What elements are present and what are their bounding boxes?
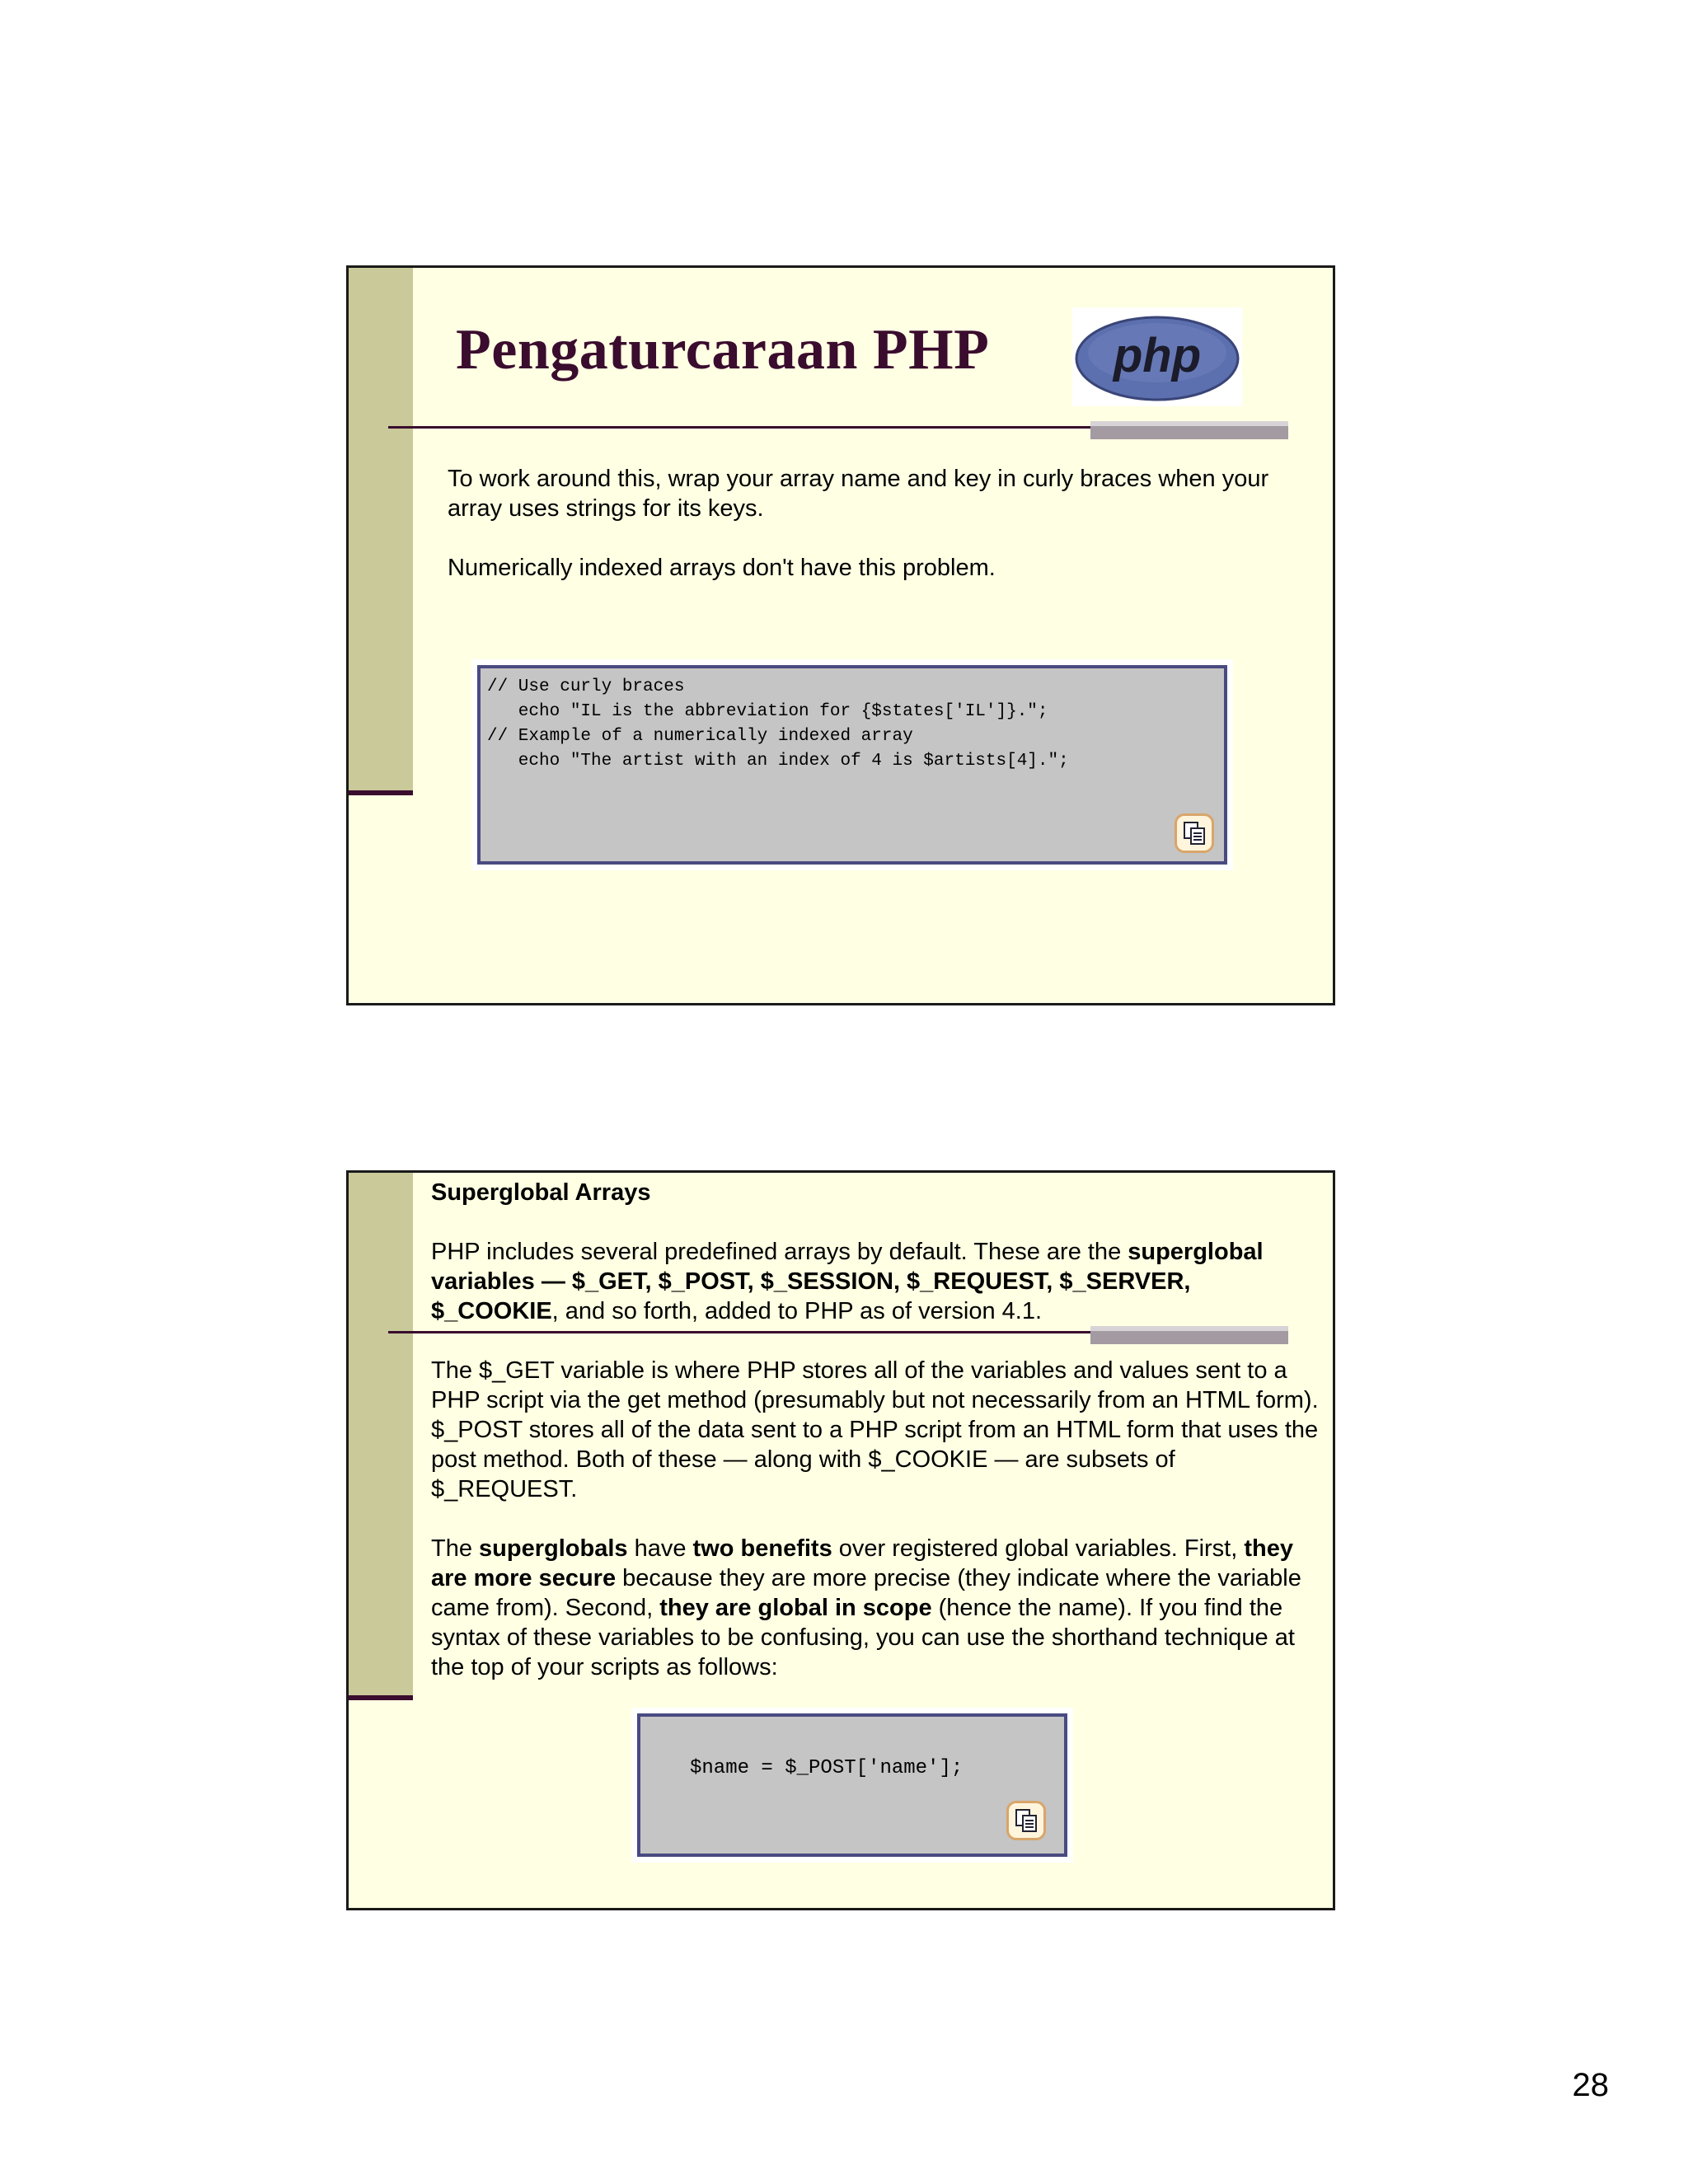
- sidebar-marker: [349, 1695, 413, 1700]
- sidebar-marker: [349, 790, 413, 795]
- slide1-paragraph-1: To work around this, wrap your array name and key in curly braces when your array uses strings for its keys.: [448, 466, 1269, 522]
- text-run-bold: two benefits: [692, 1535, 832, 1562]
- copy-icon[interactable]: [1006, 1801, 1046, 1840]
- slide2-paragraph-2: The $_GET variable is where PHP stores all of the variables and values sent to a PHP script via the get method (presumably but not necessarily from an HTML form). $_POST stores all of the data sent to a PHP script from an HTML form that uses the post method. Both of these — along with $_COOKIE — are subsets of $_REQUEST.: [431, 1357, 1319, 1502]
- slide2-paragraph-3: [431, 1534, 1325, 1682]
- text-run: PHP includes several predefined arrays by default. These are the: [431, 1239, 1128, 1265]
- text-run-bold: they are global in scope: [659, 1595, 932, 1621]
- php-logo-text: php: [1113, 329, 1202, 382]
- code-line: echo "The artist with an index of 4 is $artists[4].";: [487, 752, 1069, 771]
- copy-icon[interactable]: [1175, 813, 1214, 853]
- text-run-bold: superglobals: [479, 1535, 628, 1562]
- slide-2: [346, 1170, 1335, 1910]
- text-run: have: [627, 1535, 693, 1562]
- text-run-bold: superglobal variables — $_GET, $_POST, $_SESSION, $_REQUEST, $_SERVER, $_COOKIE: [431, 1239, 1264, 1324]
- title-divider: [388, 426, 1090, 429]
- slide-sidebar: [349, 1173, 413, 1700]
- code-line: // Example of a numerically indexed array: [487, 727, 913, 746]
- text-run-bold: they are more secure: [431, 1535, 1293, 1591]
- slide2-paragraph-1: [431, 1237, 1321, 1326]
- slide-title: Pengaturcaraan PHP: [456, 318, 990, 382]
- text-run: The: [431, 1535, 480, 1562]
- text-run: because they are more precise (they indicate where the variable came from). Second,: [431, 1565, 1301, 1621]
- code-line: // Use curly braces: [487, 677, 685, 696]
- text-run: , and so forth, added to PHP as of version 4.1.: [551, 1298, 1043, 1324]
- text-run: over registered global variables. First,: [832, 1535, 1245, 1562]
- code-line: echo "IL is the abbreviation for {$states['IL']}.";: [487, 702, 1048, 721]
- code-line: $name = $_POST['name'];: [690, 1757, 964, 1779]
- page-number: 28: [1572, 2067, 1609, 2103]
- text-run: (hence the name). If you find the syntax of these variables to be confusing, you can use the shorthand technique at the top of your scripts as follows:: [431, 1595, 1295, 1680]
- title-divider: [388, 1331, 1090, 1333]
- php-logo: [1072, 307, 1242, 406]
- slide2-heading: Superglobal Arrays: [431, 1179, 651, 1206]
- slide-sidebar: [349, 268, 413, 795]
- title-divider-accent: [1090, 421, 1288, 439]
- title-divider-accent: [1090, 1326, 1288, 1344]
- slide1-paragraph-2: Numerically indexed arrays don't have this problem.: [448, 555, 996, 581]
- code-block: [477, 665, 1227, 865]
- slide-1: [346, 265, 1335, 1005]
- code-block: [637, 1713, 1067, 1857]
